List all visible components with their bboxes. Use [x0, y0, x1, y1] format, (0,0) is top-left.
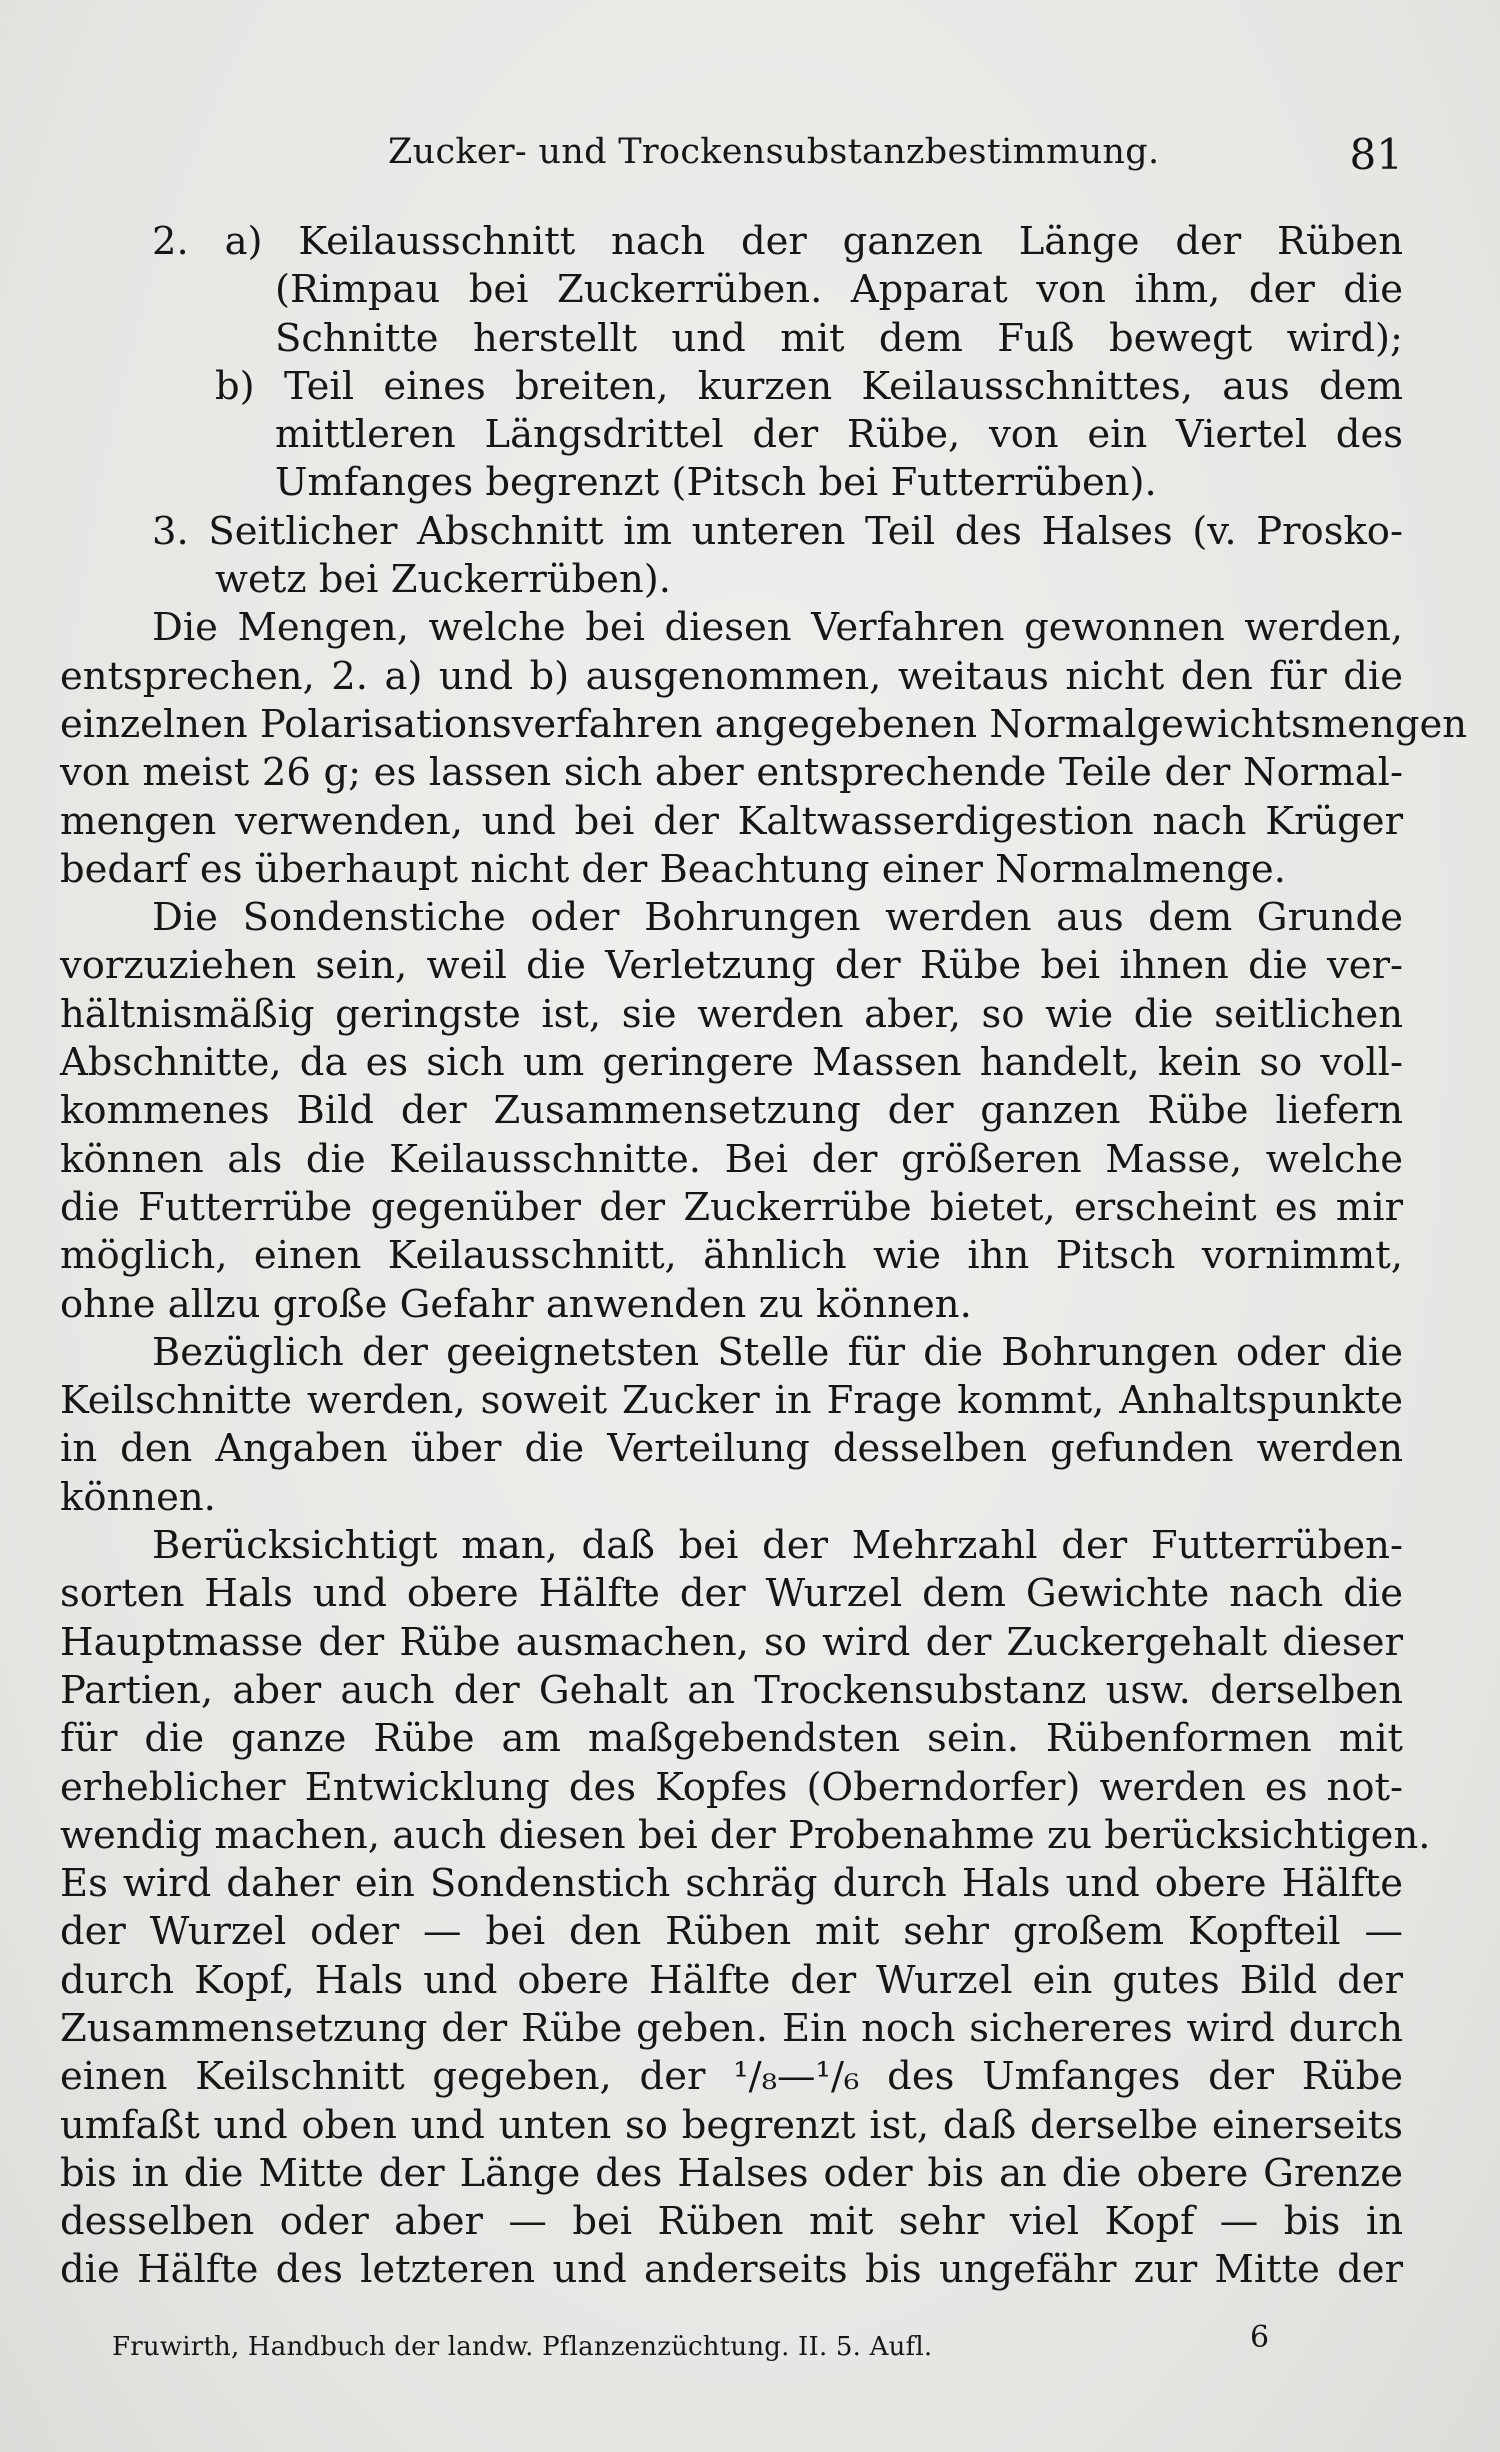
footer-source: Fruwirth, Handbuch der landw. Pflanzenzüchtung. II. 5. Aufl. [112, 2332, 933, 2362]
text-line: die Hälfte des letzteren und anderseits bis ungefähr zur Mitte der [60, 2247, 1403, 2293]
text-line: 3. Seitlicher Abschnitt im unteren Teil des Halses (v. Prosko- [152, 508, 1403, 554]
text-line: erheblicher Entwicklung des Kopfes (Oberndorfer) werden es not- [60, 1764, 1403, 1810]
text-line: b) Teil eines breiten, kurzen Keilausschnittes, aus dem [215, 363, 1403, 409]
text-line: sorten Hals und obere Hälfte der Wurzel dem Gewichte nach die [60, 1571, 1403, 1617]
text-line: in den Angaben über die Verteilung desselben gefunden werden [60, 1426, 1403, 1472]
text-line: Abschnitte, da es sich um geringere Massen handelt, kein so voll- [60, 1040, 1403, 1086]
text-line: Umfanges begrenzt (Pitsch bei Futterrüben). [275, 460, 1157, 506]
text-line: die Futterrübe gegenüber der Zuckerrübe bietet, erscheint es mir [60, 1184, 1403, 1230]
body-text [60, 218, 1468, 2295]
text-line: Hauptmasse der Rübe ausmachen, so wird der Zuckergehalt dieser [60, 1619, 1403, 1665]
page-footer [60, 2320, 1403, 2370]
text-line: Zusammensetzung der Rübe geben. Ein noch sichereres wird durch [60, 2005, 1403, 2051]
text-line: können als die Keilausschnitte. Bei der größeren Masse, welche [60, 1136, 1403, 1182]
text-line: Bezüglich der geeignetsten Stelle für die Bohrungen oder die [152, 1329, 1403, 1375]
text-line: vorzuziehen sein, weil die Verletzung der Rübe bei ihnen die ver- [60, 943, 1403, 989]
text-line: kommenes Bild der Zusammensetzung der ganzen Rübe liefern [60, 1088, 1403, 1134]
text-line: bedarf es überhaupt nicht der Beachtung einer Normalmenge. [60, 846, 1286, 892]
text-line: Schnitte herstellt und mit dem Fuß bewegt wird); [275, 315, 1403, 361]
text-line: einzelnen Polarisationsverfahren angegebenen Normalgewichtsmengen [60, 701, 1468, 747]
text-line: möglich, einen Keilausschnitt, ähnlich wie ihn Pitsch vornimmt, [60, 1233, 1403, 1279]
text-line: wetz bei Zuckerrüben). [215, 557, 672, 603]
text-line: 2. a) Keilausschnitt nach der ganzen Länge der Rüben [152, 219, 1403, 264]
text-line: wendig machen, auch diesen bei der Probenahme zu berücksichtigen. [60, 1812, 1431, 1858]
text-line: entsprechen, 2. a) und b) ausgenommen, weitaus nicht den für die [60, 653, 1403, 699]
text-line: Keilschnitte werden, soweit Zucker in Frage kommt, Anhaltspunkte [60, 1378, 1403, 1424]
text-line: desselben oder aber — bei Rüben mit sehr viel Kopf — bis in [60, 2199, 1403, 2245]
text-line: (Rimpau bei Zuckerrüben. Apparat von ihm, der die [275, 267, 1403, 313]
signature-mark: 6 [1250, 2320, 1270, 2355]
text-line: ohne allzu große Gefahr anwenden zu können. [60, 1281, 972, 1327]
text-line: Partien, aber auch der Gehalt an Trockensubstanz usw. derselben [60, 1667, 1403, 1713]
text-line: umfaßt und oben und unten so begrenzt ist, daß derselbe einerseits [60, 2102, 1403, 2148]
running-title: Zucker- und Trockensubstanzbestimmung. [388, 132, 1160, 172]
text-line: für die ganze Rübe am maßgebendsten sein. Rübenformen mit [60, 1716, 1403, 1762]
page-number: 81 [1349, 130, 1403, 179]
text-line: bis in die Mitte der Länge des Halses oder bis an die obere Grenze [60, 2150, 1403, 2196]
text-line: von meist 26 g; es lassen sich aber entsprechende Teile der Normal- [60, 750, 1403, 796]
text-line: Die Mengen, welche bei diesen Verfahren gewonnen werden, [152, 605, 1403, 651]
text-line: einen Keilschnitt gegeben, der ¹/₈—¹/₆ des Umfanges der Rübe [60, 2054, 1403, 2100]
text-line: Es wird daher ein Sondenstich schräg durch Hals und obere Hälfte [60, 1861, 1403, 1907]
text-line: mittleren Längsdrittel der Rübe, von ein Viertel des [275, 412, 1403, 458]
page-header [60, 126, 1403, 186]
text-line: mengen verwenden, und bei der Kaltwasserdigestion nach Krüger [60, 798, 1403, 844]
text-line: der Wurzel oder — bei den Rüben mit sehr großem Kopfteil — [60, 1909, 1403, 1955]
text-line: Berücksichtigt man, daß bei der Mehrzahl der Futterrüben- [152, 1523, 1403, 1569]
text-line: können. [60, 1474, 216, 1520]
text-line: durch Kopf, Hals und obere Hälfte der Wurzel ein gutes Bild der [60, 1957, 1403, 2003]
text-line: Die Sondenstiche oder Bohrungen werden aus dem Grunde [152, 895, 1403, 941]
text-line: hältnismäßig geringste ist, sie werden aber, so wie die seitlichen [60, 991, 1403, 1037]
